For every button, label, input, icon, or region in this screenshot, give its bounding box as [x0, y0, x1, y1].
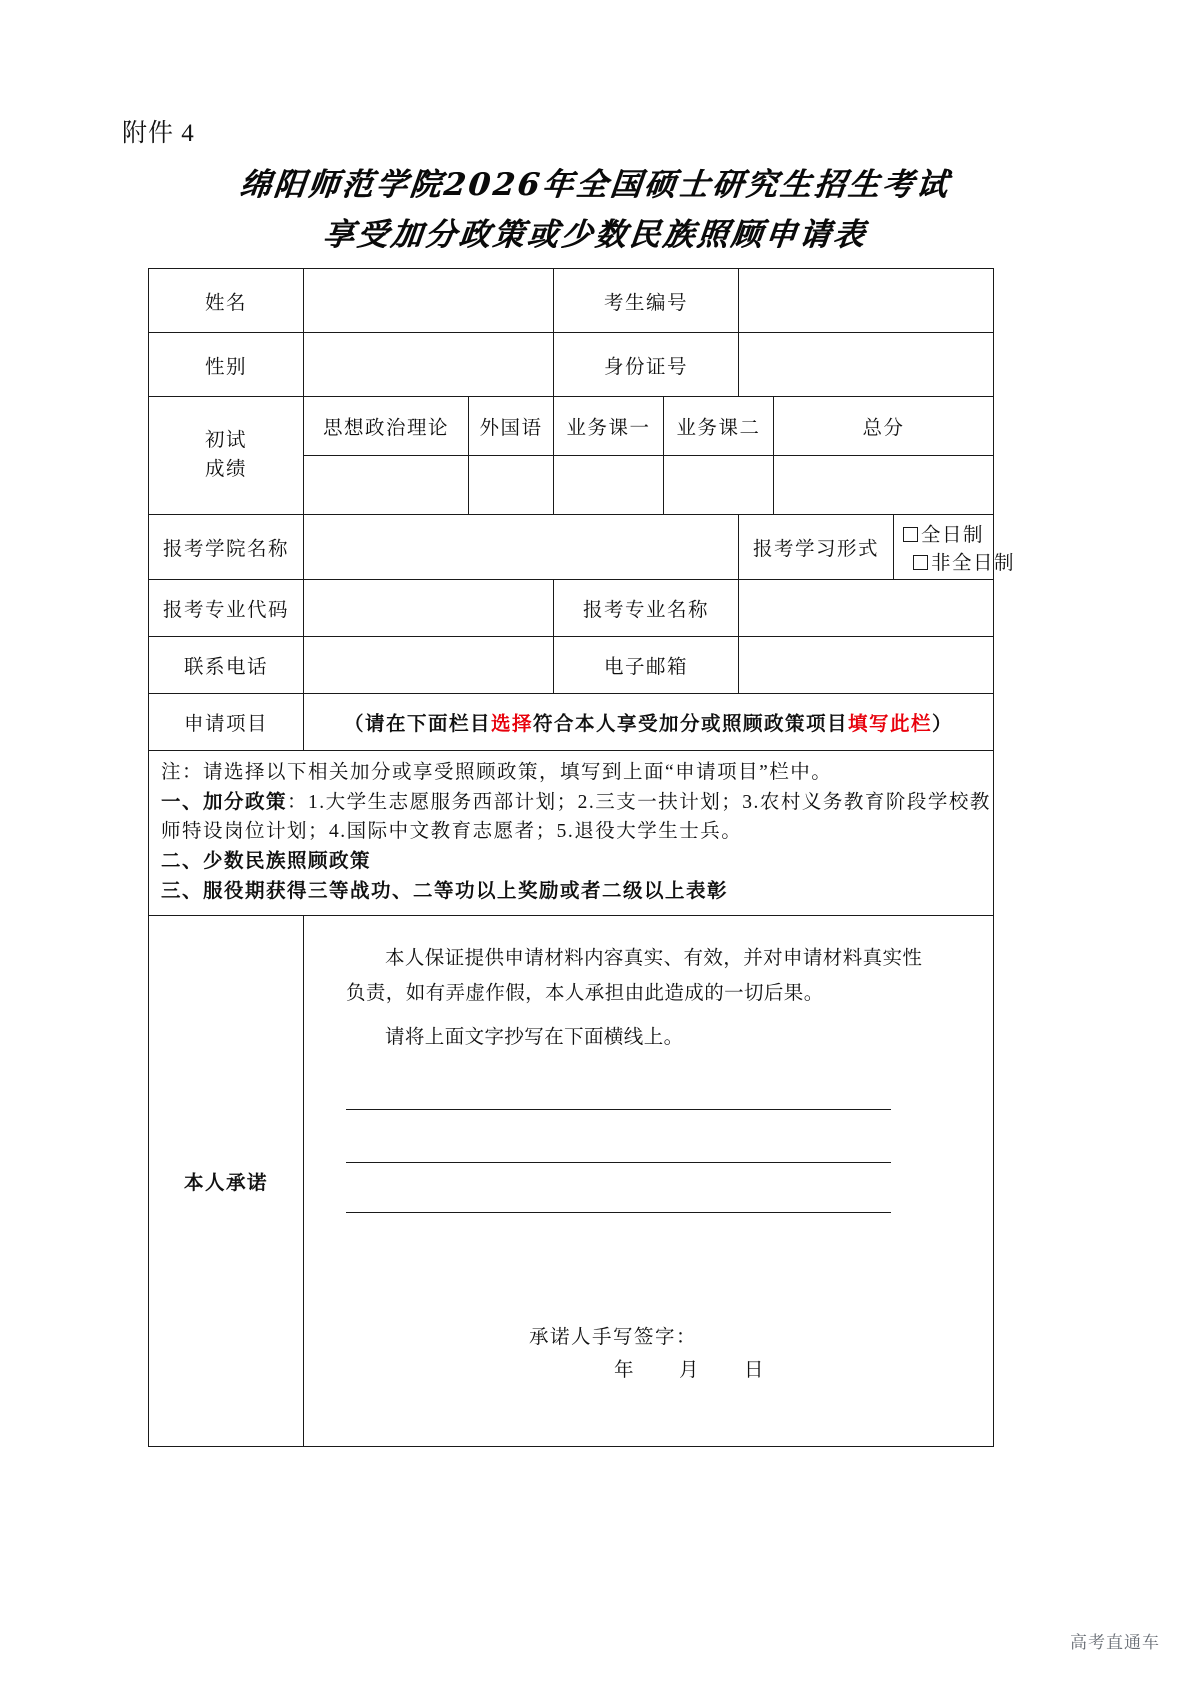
note-line-1: 注：请选择以下相关加分或享受照顾政策，填写到上面“申请项目”栏中。: [161, 762, 833, 783]
table-row-subject-headers: [149, 397, 994, 456]
apply-item-text-red2: 填写此栏: [848, 714, 933, 735]
note-line-5: 三、服役期获得三等战功、二等功以上奖励或者二级以上表彰: [161, 880, 729, 902]
checkbox-part-time[interactable]: [913, 553, 1015, 574]
handwriting-line-2[interactable]: [346, 1162, 891, 1163]
label-major-code: 报考专业代码: [149, 580, 304, 637]
signature-label: 承诺人手写签字：: [529, 1327, 698, 1349]
table-row-notes: [149, 751, 994, 916]
subject-header-politics: 思想政治理论: [304, 397, 469, 456]
notes-block: [149, 751, 994, 916]
subject-value-total[interactable]: [774, 456, 994, 515]
handwriting-line-3[interactable]: [346, 1212, 891, 1213]
note-line-2-body: ：1.大学生志愿服务西部计划；2.三支一扶计划；3.农村义务教育阶段学校教: [287, 791, 991, 813]
table-row-name: [149, 269, 994, 333]
subject-header-total: 总分: [774, 397, 994, 456]
note-line-3: 师特设岗位计划；4.国际中文教育志愿者；5.退役大学生士兵。: [161, 821, 743, 843]
date-month-label: 月: [679, 1360, 701, 1382]
checkbox-full-time-label: 全日制: [921, 525, 985, 546]
subject-header-foreign-language: 外国语: [469, 397, 554, 456]
label-study-form: 报考学习形式: [739, 515, 894, 580]
label-commitment: 本人承诺: [149, 916, 304, 1447]
field-candidate-no-value[interactable]: [739, 269, 994, 333]
signature-date-row: [614, 1354, 765, 1382]
checkbox-box-icon[interactable]: [913, 555, 928, 570]
field-major-name-value[interactable]: [739, 580, 994, 637]
subject-header-major-one: 业务课一: [554, 397, 664, 456]
label-id-card: 身份证号: [554, 333, 739, 397]
label-gender: 性别: [149, 333, 304, 397]
date-day-label: 日: [744, 1360, 766, 1382]
date-year-label: 年: [614, 1360, 636, 1382]
table-row-contact: [149, 637, 994, 694]
note-line-2-prefix: 一、加分政策: [161, 791, 288, 813]
subject-value-politics[interactable]: [304, 456, 469, 515]
note-line-2: [161, 788, 991, 818]
apply-item-text-red1: 选择: [491, 714, 534, 735]
apply-item-text-part2: 符合本人享受加分或照顾政策项目: [533, 714, 849, 735]
checkbox-full-time[interactable]: [903, 525, 984, 546]
table-row-apply-item: [149, 694, 994, 751]
checkbox-box-icon[interactable]: [903, 527, 918, 542]
label-prelim-score-line2: 成绩: [204, 458, 247, 480]
title-line-1: 绵阳师范学院2026年全国硕士研究生招生考试: [237, 167, 953, 203]
apply-item-text-part3: ）: [932, 714, 954, 735]
field-college-value[interactable]: [304, 515, 739, 580]
table-row-college: [149, 515, 994, 580]
label-prelim-score-line1: 初试: [204, 430, 247, 452]
subject-value-foreign-language[interactable]: [469, 456, 554, 515]
field-gender-value[interactable]: [304, 333, 554, 397]
commitment-paragraph: 本人保证提供申请材料内容真实、有效，并对申请材料真实性负责，如有弄虚作假，本人承担由此造成的一切后果。: [346, 948, 923, 1004]
commitment-body: [304, 916, 994, 1447]
subject-header-major-two: 业务课二: [664, 397, 774, 456]
field-id-card-value[interactable]: [739, 333, 994, 397]
page-title: [0, 160, 1190, 260]
table-row-gender: [149, 333, 994, 397]
watermark-label: 高考直通车: [1070, 1633, 1160, 1652]
attachment-label: 附件 4: [122, 120, 195, 147]
label-apply-item: 申请项目: [149, 694, 304, 751]
field-major-code-value[interactable]: [304, 580, 554, 637]
commitment-inner: [304, 916, 993, 1446]
apply-item-instruction[interactable]: [304, 694, 994, 751]
study-form-options: [894, 515, 1016, 580]
field-name-value[interactable]: [304, 269, 554, 333]
handwriting-line-1[interactable]: [346, 1109, 891, 1110]
checkbox-part-time-label: 非全日制: [931, 553, 1016, 574]
label-prelim-score: [149, 397, 304, 515]
subject-value-major-one[interactable]: [554, 456, 664, 515]
field-phone-value[interactable]: [304, 637, 554, 694]
table-row-commitment: [149, 916, 994, 1447]
label-candidate-no: 考生编号: [554, 269, 739, 333]
label-name: 姓名: [149, 269, 304, 333]
apply-item-text-part1: （请在下面栏目: [343, 714, 491, 735]
title-line-2: 享受加分政策或少数民族照顾申请表: [321, 217, 869, 254]
note-line-4: 二、少数民族照顾政策: [161, 850, 372, 872]
application-form-table: [148, 268, 1016, 1447]
table-row-major: [149, 580, 994, 637]
label-college: 报考学院名称: [149, 515, 304, 580]
field-email-value[interactable]: [739, 637, 994, 694]
commitment-instruction: 请将上面文字抄写在下面横线上。: [385, 1027, 684, 1049]
label-phone: 联系电话: [149, 637, 304, 694]
label-email: 电子邮箱: [554, 637, 739, 694]
label-major-name: 报考专业名称: [554, 580, 739, 637]
subject-value-major-two[interactable]: [664, 456, 774, 515]
